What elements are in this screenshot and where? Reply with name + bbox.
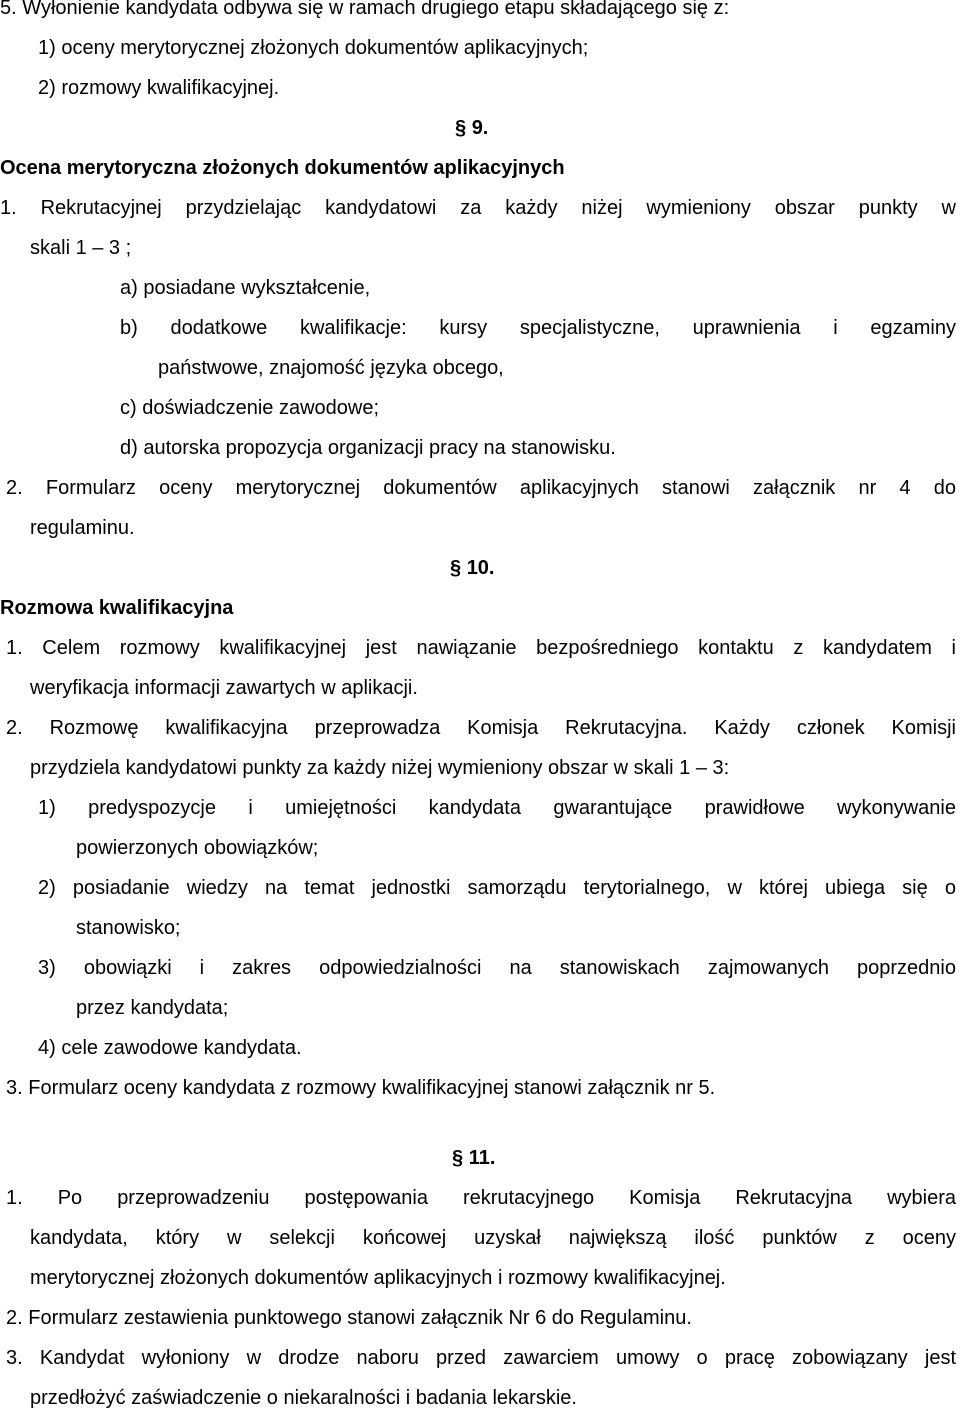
list-item: 2) rozmowy kwalifikacyjnej. xyxy=(38,77,280,99)
section-10-point-3: 3. Formularz oceny kandydata z rozmowy kwalifikacyjnej stanowi załącznik nr 5. xyxy=(6,1077,716,1099)
section-sign: § xyxy=(452,1147,464,1169)
section-sign: § xyxy=(455,117,467,139)
section-11-point-2: 2. Formularz zestawienia punktowego stanowi załącznik Nr 6 do Regulaminu. xyxy=(6,1307,692,1329)
list-item-cont: powierzonych obowiązków; xyxy=(76,837,319,859)
section-sign: § xyxy=(450,557,462,579)
section-10-heading xyxy=(450,556,495,580)
section-11-heading xyxy=(452,1146,495,1170)
section-10-point-2-cont: przydziela kandydatowi punkty za każdy niżej wymieniony obszar w skali 1 – 3: xyxy=(30,757,730,779)
section-9-number: 9. xyxy=(471,117,489,139)
list-item: b) dodatkowe kwalifikacje: kursy specjalistyczne, uprawnienia i egzaminy xyxy=(120,317,956,339)
section-10-title: Rozmowa kwalifikacyjna xyxy=(0,597,234,619)
section-10-point-2: 2. Rozmowę kwalifikacyjna przeprowadza Komisja Rekrutacyjna. Każdy członek Komisji xyxy=(6,717,956,739)
section-9-point-2: 2. Formularz oceny merytorycznej dokumentów aplikacyjnych stanowi załącznik nr 4 do xyxy=(6,477,956,499)
section-10-number: 10. xyxy=(466,557,495,579)
section-11-point-3-cont: przedłożyć zaświadczenie o niekaralności i badania lekarskie. xyxy=(30,1387,577,1409)
paragraph-5 xyxy=(0,0,729,20)
list-item: 2) posiadanie wiedzy na temat jednostki samorządu terytorialnego, w której ubiega się o xyxy=(38,877,956,899)
section-9-heading xyxy=(455,116,488,140)
section-10-point-1-cont: weryfikacja informacji zawartych w aplikacji. xyxy=(30,677,418,699)
list-item: 4) cele zawodowe kandydata. xyxy=(38,1037,302,1059)
list-item-cont: przez kandydata; xyxy=(76,997,229,1019)
list-item: a) posiadane wykształcenie, xyxy=(120,277,371,299)
section-9-point-1-cont: skali 1 – 3 ; xyxy=(30,237,132,259)
section-9-title: Ocena merytoryczna złożonych dokumentów aplikacyjnych xyxy=(0,157,565,179)
list-item-cont: stanowisko; xyxy=(76,917,181,939)
section-10-point-1: 1. Celem rozmowy kwalifikacyjnej jest nawiązanie bezpośredniego kontaktu z kandydatem i xyxy=(6,637,956,659)
section-11-point-3: 3. Kandydat wyłoniony w drodze naboru przed zawarciem umowy o pracę zobowiązany jest xyxy=(6,1347,956,1369)
list-item: c) doświadczenie zawodowe; xyxy=(120,397,380,419)
paragraph-5-text: Wyłonienie kandydata odbywa się w ramach drugiego etapu składającego się z: xyxy=(22,0,730,19)
section-9-point-2-cont: regulaminu. xyxy=(30,517,135,539)
section-11-point-1-cont: kandydata, który w selekcji końcowej uzyskał największą ilość punktów z oceny xyxy=(30,1227,956,1249)
list-item: 1) predyspozycje i umiejętności kandydata gwarantujące prawidłowe wykonywanie xyxy=(38,797,956,819)
list-item: 1) oceny merytorycznej złożonych dokumentów aplikacyjnych; xyxy=(38,37,589,59)
section-9-point-1: 1. Rekrutacyjnej przydzielając kandydatowi za każdy niżej wymieniony obszar punkty w xyxy=(0,197,956,219)
list-item-cont: państwowe, znajomość języka obcego, xyxy=(158,357,504,379)
paragraph-5-number: 5. xyxy=(0,0,17,19)
section-11-number: 11. xyxy=(468,1147,496,1169)
section-11-point-1: 1. Po przeprowadzeniu postępowania rekrutacyjnego Komisja Rekrutacyjna wybiera xyxy=(6,1187,956,1209)
list-item: d) autorska propozycja organizacji pracy na stanowisku. xyxy=(120,437,616,459)
section-11-point-1-cont: merytorycznej złożonych dokumentów aplikacyjnych i rozmowy kwalifikacyjnej. xyxy=(30,1267,726,1289)
list-item: 3) obowiązki i zakres odpowiedzialności na stanowiskach zajmowanych poprzednio xyxy=(38,957,956,979)
